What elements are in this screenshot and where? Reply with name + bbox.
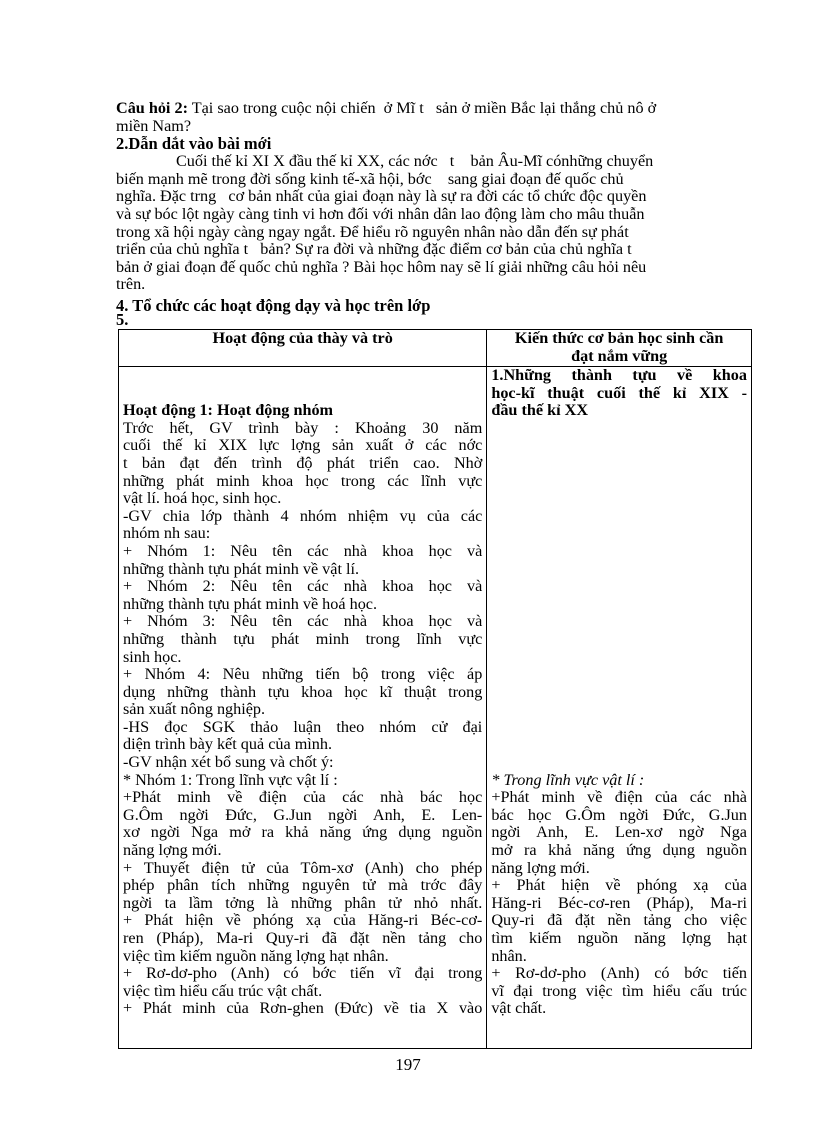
knowledge-line <box>491 473 747 491</box>
knowledge-line <box>491 701 747 719</box>
activity-line: những thành tựu phát minh về hoá học. <box>123 594 378 613</box>
activity-line: + Rơ-dơ-pho (Anh) có bớc tiến vĩ đại trong <box>123 964 483 983</box>
activity-line: + Thuyết điện tử của Tôm-xơ (Anh) cho phép <box>123 858 483 877</box>
activity-line: -GV nhận xét bổ sung và chốt ý: <box>123 753 334 772</box>
knowledge-line: nhân. <box>491 946 527 965</box>
knowledge-line <box>491 525 747 543</box>
knowledge-line: học-kĩ thuật cuối thế kỉ XIX - <box>491 383 747 402</box>
knowledge-line: vĩ đại trong việc tìm hiểu cấu trúc <box>491 981 747 1000</box>
activity-line: sản xuất nông nghiệp. <box>123 700 266 719</box>
activity-line: -HS đọc SGK thảo luận theo nhóm cử đại <box>123 717 483 736</box>
activity-line: việc tìm kiếm nguồn năng lợng hạt nhân. <box>123 946 389 965</box>
knowledge-line <box>491 420 747 438</box>
intro-paragraph-line: nghĩa. Đặc trng cơ bản nhất của giai đoạn này là sự ra đời các tổ chức độc quyền <box>116 187 647 206</box>
activity-line: ngời ta lầm tởng là những phân tử nhỏ nhất. <box>123 893 483 912</box>
activity-line <box>123 367 482 385</box>
intro-paragraph-line: và sự bóc lột ngày càng tinh vi hơn đối với nhân dân lao động làm cho mâu thuẫn <box>116 204 645 223</box>
activity-line: + Nhóm 3: Nêu tên các nhà khoa học và <box>123 612 483 631</box>
teacher-activity-cell <box>119 367 487 1049</box>
activity-line: việc tìm hiểu cấu trúc vật chất. <box>123 981 323 1000</box>
activity-line: + Phát hiện về phóng xạ của Hăng-ri Béc-cơ- <box>123 911 483 930</box>
knowledge-line: bác học G.Ôm ngời Đức, G.Jun <box>491 805 747 824</box>
intro-paragraph-line: trong xã hội ngày càng ngay ngắt. Để hiểu rõ nguyên nhân nào dẫn đến sự phát <box>116 222 629 241</box>
activity-line: năng lợng mới. <box>123 841 222 860</box>
knowledge-line <box>491 490 747 508</box>
page-number: 197 <box>395 1055 421 1074</box>
knowledge-line <box>491 437 747 455</box>
knowledge-line: tìm kiếm nguồn năng lợng hạt <box>491 929 747 947</box>
activity-line: Trớc hết, GV trình bày : Khoảng 30 năm <box>123 418 483 437</box>
section-4-overflow: 5. <box>116 309 129 329</box>
activity-line: phép phân tích những nguyên tử mà trớc đây <box>123 876 483 895</box>
activity-line: t bản đạt đến trình độ phát triển cao. Nhờ <box>123 453 483 472</box>
activity-line: những thành tựu phát minh về vật lí. <box>123 559 360 578</box>
knowledge-line <box>491 719 747 737</box>
knowledge-line <box>491 561 747 579</box>
activity-line <box>123 385 482 403</box>
knowledge-line <box>491 578 747 596</box>
lesson-table <box>118 329 752 1049</box>
question-label: Câu hỏi 2: <box>116 99 188 117</box>
activity-line: + Nhóm 1: Nêu tên các nhà khoa học và <box>123 541 483 560</box>
knowledge-line <box>491 684 747 702</box>
activity-line: những thành tựu phát minh trong lĩnh vực <box>123 629 483 648</box>
activity-line: * Nhóm 1: Trong lĩnh vực vật lí : <box>123 770 338 789</box>
table-row <box>119 367 752 1049</box>
knowledge-line <box>491 631 747 649</box>
activity-line: nhóm nh sau: <box>123 524 211 543</box>
knowledge-line <box>491 455 747 473</box>
activity-line: những phát minh khoa học trong các lĩnh vực <box>123 471 483 490</box>
knowledge-line: mở ra khả năng ứng dụng nguồn <box>491 841 747 860</box>
knowledge-line <box>491 613 747 631</box>
knowledge-line <box>491 754 747 772</box>
header-left: Hoạt động của thày và trò <box>119 330 487 367</box>
knowledge-line: * Trong lĩnh vực vật lí : <box>491 770 645 789</box>
header-right <box>487 330 752 367</box>
intro-paragraph-line: Cuối thế kỉ XI X đầu thế kỉ XX, các nớc t bản Âu-Mĩ cónhững chuyển <box>176 152 654 171</box>
knowledge-cell <box>487 367 752 1049</box>
knowledge-line <box>491 596 747 614</box>
knowledge-line <box>491 543 747 561</box>
activity-line: + Nhóm 2: Nêu tên các nhà khoa học và <box>123 577 483 596</box>
knowledge-line: + Rơ-dơ-pho (Anh) có bớc tiến <box>491 964 747 983</box>
activity-line: sinh học. <box>123 647 182 666</box>
activity-line: diện trình bày kết quả của mình. <box>123 735 333 754</box>
table-header-row <box>119 330 752 367</box>
section-2-title: 2.Dẫn dắt vào bài mới <box>116 134 272 154</box>
intro-paragraph-line: trên. <box>116 275 146 294</box>
activity-line: G.Ôm ngời Đức, G.Jun ngời Anh, E. Len- <box>123 805 483 824</box>
intro-paragraph <box>116 153 752 294</box>
section-4-title: 4. Tổ chức các hoạt động dạy và học trên lớp <box>116 295 431 315</box>
activity-line: dụng những thành tựu khoa học kĩ thuật trong <box>123 682 483 701</box>
question-text-line2: miền Nam? <box>116 116 192 135</box>
knowledge-line <box>491 508 747 526</box>
knowledge-line: năng lợng mới. <box>491 858 590 877</box>
knowledge-line <box>491 649 747 667</box>
intro-paragraph-line: bản ở giai đoạn đế quốc chủ nghĩa ? Bài học hôm nay sẽ lí giải những câu hỏi nêu <box>116 257 647 276</box>
question-text-line1: Tại sao trong cuộc nội chiến ở Mĩ t sản ở miền Bắc lại thắng chủ nô ở <box>187 99 657 117</box>
activity-line: xơ ngời Nga mở ra khả năng ứng dụng nguồn <box>123 823 483 842</box>
knowledge-line: vật chất. <box>491 999 547 1018</box>
activity-line: cuối thế kỉ XIX lực lợng sản xuất ở các nớc <box>123 436 483 455</box>
activity-line: + Phát minh của Rơn-ghen (Đức) về tia X vào <box>123 999 483 1018</box>
activity-line: +Phát minh về điện của các nhà bác học <box>123 788 483 807</box>
header-right-line2: đạt nắm vững <box>571 346 668 365</box>
document-page <box>116 99 752 329</box>
knowledge-line: 1.Những thành tựu về khoa <box>491 366 747 384</box>
knowledge-line: + Phát hiện về phóng xạ của <box>491 876 747 895</box>
activity-line: -GV chia lớp thành 4 nhóm nhiệm vụ của các <box>123 506 483 525</box>
header-right-line1: Kiến thức cơ bản học sinh cần <box>514 329 724 347</box>
activity-line: Hoạt động 1: Hoạt động nhóm <box>123 401 334 420</box>
knowledge-line <box>491 666 747 684</box>
question-2 <box>116 100 752 118</box>
knowledge-line <box>491 736 747 754</box>
activity-line: vật lí. hoá học, sinh học. <box>123 489 282 508</box>
knowledge-line: ngời Anh, E. Len-xơ ngờ Nga <box>491 823 747 842</box>
intro-paragraph-line: biến mạnh mẽ trong đời sống kinh tế-xã hội, bớc sang giai đoạn đế quốc chủ <box>116 169 624 188</box>
intro-paragraph-line: triển của chủ nghĩa t bản? Sự ra đời và những đặc điểm cơ bản của chủ nghĩa t <box>116 240 632 259</box>
activity-line: + Nhóm 4: Nêu những tiến bộ trong việc áp <box>123 665 483 684</box>
knowledge-line: đầu thế kỉ XX <box>491 401 589 420</box>
knowledge-line: +Phát minh về điện của các nhà <box>491 788 747 807</box>
knowledge-line: Quy-ri đã đặt nền tảng cho việc <box>491 911 747 930</box>
knowledge-line: Hăng-ri Béc-cơ-ren (Pháp), Ma-ri <box>491 893 747 912</box>
activity-line: ren (Pháp), Ma-ri Quy-ri đã đặt nền tảng cho <box>123 929 483 947</box>
